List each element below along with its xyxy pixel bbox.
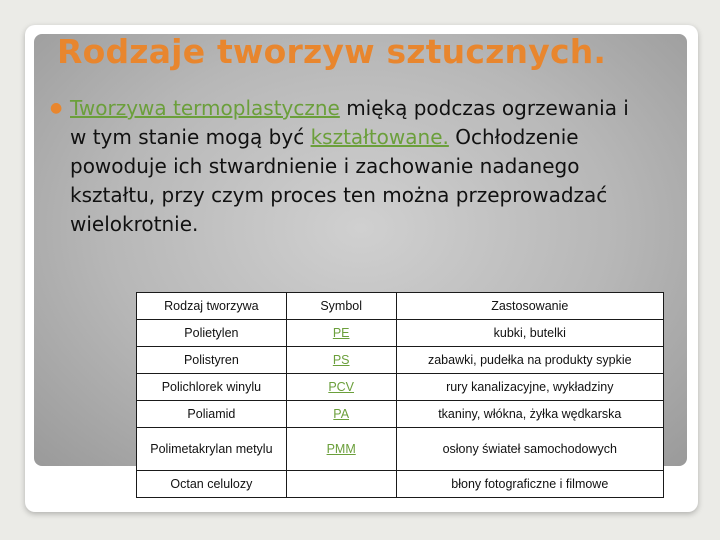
symbol-link[interactable]: PMM — [326, 442, 356, 456]
body-text-1: mięką podczas ogrzewania i w tym stanie mogą być — [70, 96, 629, 149]
thermoplastics-link[interactable]: Tworzywa termoplastyczne — [70, 96, 340, 120]
symbol-link[interactable]: PS — [332, 353, 350, 367]
plastics-table — [136, 292, 664, 498]
table-row — [137, 374, 664, 401]
cell-use: osłony świateł samochodowych — [396, 428, 663, 471]
cell-type: Polistyren — [137, 347, 287, 374]
cell-use: rury kanalizacyjne, wykładziny — [396, 374, 663, 401]
cell-symbol — [286, 347, 396, 374]
cell-symbol — [286, 374, 396, 401]
table-row — [137, 320, 664, 347]
cell-type: Polimetakrylan metylu — [137, 428, 287, 471]
cell-symbol — [286, 401, 396, 428]
cell-use: tkaniny, włókna, żyłka wędkarska — [396, 401, 663, 428]
body-text-2: Ochłodzenie powoduje ich stwardnienie i zachowanie nadanego kształtu, przy czym proces ten można przeprowadzać wielokrotnie. — [70, 125, 608, 236]
table-row — [137, 471, 664, 498]
symbol-link[interactable]: PCV — [328, 380, 355, 394]
bullet-icon: ● — [50, 100, 63, 116]
header-type: Rodzaj tworzywa — [137, 293, 287, 320]
cell-symbol — [286, 471, 396, 498]
symbol-link[interactable]: PA — [333, 407, 350, 421]
table-header-row — [137, 293, 664, 320]
bullet-text — [70, 94, 650, 239]
table-row — [137, 347, 664, 374]
body-paragraph — [50, 94, 650, 239]
table-row — [137, 401, 664, 428]
cell-type: Poliamid — [137, 401, 287, 428]
table-row — [137, 428, 664, 471]
cell-use: kubki, butelki — [396, 320, 663, 347]
slide-title: Rodzaje tworzyw sztucznych. — [57, 32, 607, 71]
cell-use: błony fotograficzne i filmowe — [396, 471, 663, 498]
header-symbol: Symbol — [286, 293, 396, 320]
cell-type: Polichlorek winylu — [137, 374, 287, 401]
bullet-item — [50, 94, 650, 239]
shaped-link[interactable]: kształtowane. — [310, 125, 449, 149]
cell-symbol — [286, 320, 396, 347]
cell-symbol — [286, 428, 396, 471]
cell-use: zabawki, pudełka na produkty sypkie — [396, 347, 663, 374]
cell-type: Octan celulozy — [137, 471, 287, 498]
header-use: Zastosowanie — [396, 293, 663, 320]
symbol-link[interactable]: PE — [332, 326, 350, 340]
cell-type: Polietylen — [137, 320, 287, 347]
